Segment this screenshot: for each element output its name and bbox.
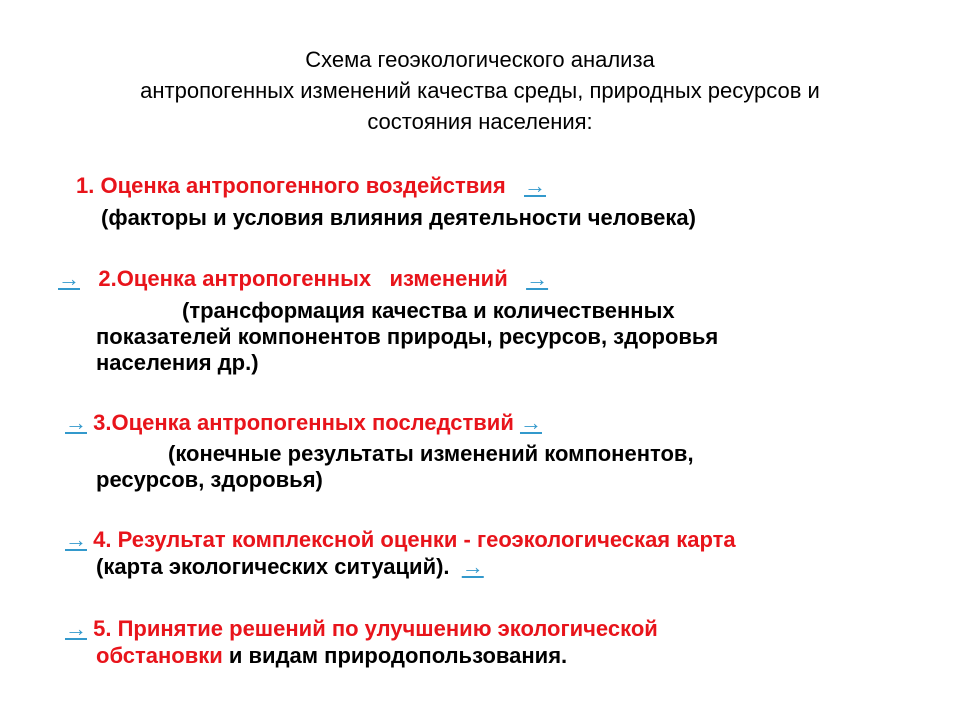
item-4-description: (карта экологических ситуаций).: [96, 554, 450, 579]
item-4-left-arrow-icon[interactable]: →: [65, 527, 87, 552]
item-2-right-arrow-icon[interactable]: →: [526, 266, 549, 291]
item-4-right-arrow-icon[interactable]: →: [461, 554, 484, 579]
item-5-heading-line-2-rest: и видам природопользования.: [222, 643, 568, 668]
item-2-left-arrow-icon[interactable]: →: [58, 266, 80, 291]
item-3-left-arrow-icon[interactable]: →: [65, 410, 87, 435]
item-5-heading-line-2-red: обстановки: [96, 643, 223, 668]
item-3-description-line-1: (конечные результаты изменений компонентов,: [168, 441, 694, 466]
item-3-heading: 3.Оценка антропогенных последствий: [93, 410, 514, 435]
item-2-description-line-2: показателей компонентов природы, ресурсов, здоровья: [96, 324, 719, 349]
page-title: [0, 44, 960, 137]
item-2-description-line-1: (трансформация качества и количественных: [182, 298, 675, 323]
item-4-heading: 4. Результат комплексной оценки - геоэкологическая карта: [93, 527, 736, 552]
title-line-1: Схема геоэкологического анализа: [305, 47, 655, 72]
item-2-description-line-3: населения др.): [96, 350, 259, 375]
item-1-heading-row: [76, 171, 546, 200]
title-line-3: состояния населения:: [367, 109, 593, 134]
item-4-heading-row: [65, 525, 736, 554]
item-5-second-row: [96, 641, 567, 670]
item-5-left-arrow-icon[interactable]: →: [65, 616, 87, 641]
item-1-heading: 1. Оценка антропогенного воздействия: [76, 173, 506, 198]
item-1-right-arrow-icon[interactable]: →: [524, 173, 546, 198]
item-3-heading-row: [65, 408, 542, 437]
item-2-heading-row: [58, 264, 548, 293]
item-4-description-row: [96, 552, 484, 581]
item-2-heading: 2.Оценка антропогенных изменений: [98, 266, 508, 291]
item-1-description: (факторы и условия влияния деятельности человека): [101, 205, 696, 230]
title-line-2: антропогенных изменений качества среды, природных ресурсов и: [140, 78, 820, 103]
item-5-heading-row: [65, 614, 658, 643]
item-3-right-arrow-icon[interactable]: →: [519, 410, 542, 435]
item-5-heading-line-1: 5. Принятие решений по улучшению экологической: [93, 616, 658, 641]
item-3-description-line-2: ресурсов, здоровья): [96, 467, 323, 492]
